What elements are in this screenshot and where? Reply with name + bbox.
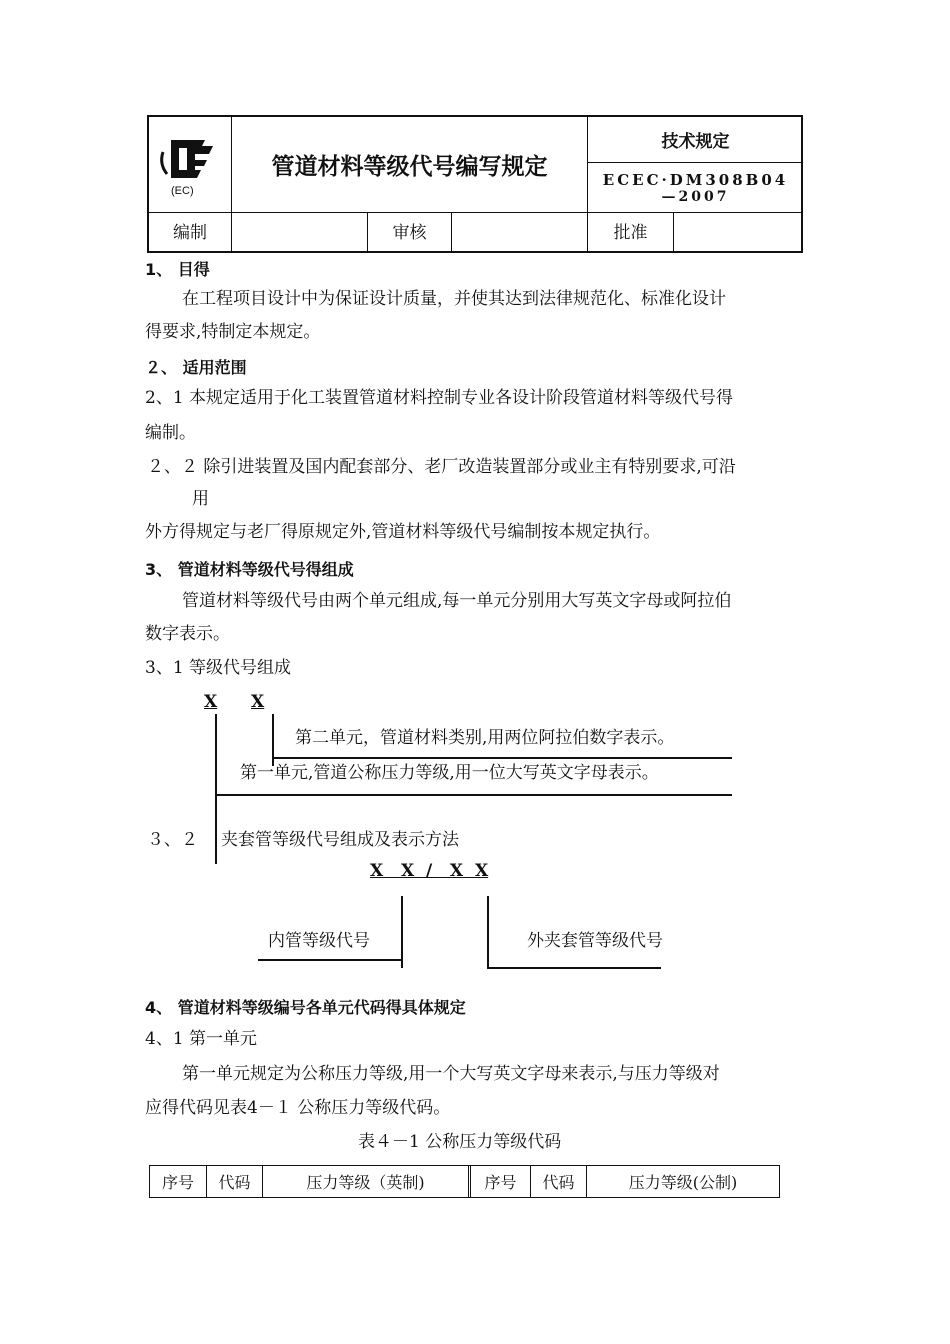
diagram2-inner-label: 内管等级代号 <box>268 931 370 951</box>
approve-label: 批准 <box>613 223 648 243</box>
section-3-1-heading: 3、1 等级代号组成 <box>145 658 292 678</box>
section-2-2-line3: 外方得规定与老厂得原规定外,管道材料等级代号编制按本规定执行。 <box>145 522 661 542</box>
diagram2-code: X X / X X <box>370 861 489 881</box>
section-1-para-line2: 得要求,特制定本规定。 <box>145 322 321 342</box>
diagram2-vline-inner <box>401 896 403 968</box>
compile-value-cell <box>232 213 368 253</box>
diagram1-hline-2 <box>215 794 732 796</box>
doc-type-cell <box>588 117 803 163</box>
table-header-cell: 代码 <box>207 1166 263 1197</box>
section-2-1-line2: 编制。 <box>145 423 196 443</box>
section-3-title: 3、 管道材料等级代号得组成 <box>145 560 354 579</box>
doc-type: 技术规定 <box>661 132 730 152</box>
diagram1-x1: X <box>204 692 218 712</box>
section-1-title: 1、 目得 <box>145 260 210 279</box>
doc-code-cell <box>588 163 803 213</box>
diagram1-hline-1 <box>272 757 732 759</box>
section-1-para-line1: 在工程项目设计中为保证设计质量，并使其达到法律规范化、标准化设计 <box>182 289 726 309</box>
doc-code-line1: ECEC·DM308B04 <box>602 170 789 189</box>
section-3-para-line2: 数字表示。 <box>145 624 230 644</box>
section-4-1-para-line1: 第一单元规定为公称压力等级,用一个大写英文字母来表示,与压力等级对 <box>182 1064 720 1084</box>
diagram1-unit1-label: 第一单元,管道公称压力等级,用一位大写英文字母表示。 <box>240 763 659 783</box>
compile-label-cell <box>149 213 232 253</box>
document-header <box>147 115 803 253</box>
review-label: 审核 <box>392 223 427 243</box>
diagram2-outer-label: 外夹套管等级代号 <box>527 931 663 951</box>
diagram2-hline-inner <box>258 959 402 961</box>
section-2-1-line1: 2、1 本规定适用于化工装置管道材料控制专业各设计阶段管道材料等级代号得 <box>145 388 734 408</box>
diagram2-hline-outer <box>487 967 661 969</box>
diagram1-vline-1 <box>215 714 217 864</box>
approve-value-cell <box>674 213 803 253</box>
table-header-cell: 压力等级（英制) <box>263 1166 471 1197</box>
compile-label: 编制 <box>173 223 207 243</box>
company-logo-icon <box>157 132 223 198</box>
review-value-cell <box>452 213 588 253</box>
section-2-title: ２、 适用范围 <box>145 358 247 377</box>
diagram1-unit2-label: 第二单元，管道材料类别,用两位阿拉伯数字表示。 <box>295 728 675 748</box>
diagram2-vline-outer <box>487 896 489 968</box>
section-2-2-line1: ２、２ 除引进装置及国内配套部分、老厂改造装置部分或业主有特别要求,可沿 <box>147 457 736 477</box>
page-title: 管道材料等级代号编写规定 <box>271 154 548 180</box>
approve-label-cell <box>588 213 674 253</box>
section-3-2-heading: 夹套管等级代号组成及表示方法 <box>221 830 459 850</box>
doc-code-line2: —2007 <box>661 188 730 205</box>
table-header-cell: 代码 <box>531 1166 587 1197</box>
logo-text: (EC) <box>171 184 194 197</box>
pressure-class-table <box>149 1165 780 1198</box>
logo-cell <box>149 117 232 213</box>
table-header-cell: 序号 <box>150 1166 207 1197</box>
section-3-para-line1: 管道材料等级代号由两个单元组成,每一单元分别用大写英文字母或阿拉伯 <box>182 591 732 611</box>
section-4-title: 4、 管道材料等级编号各单元代码得具体规定 <box>145 998 466 1017</box>
section-4-1-heading: 4、1 第一单元 <box>145 1029 258 1049</box>
review-label-cell <box>368 213 452 253</box>
section-4-1-para-line2: 应得代码见表4－１ 公称压力等级代码。 <box>145 1098 451 1118</box>
section-3-2-number: ３、２ <box>147 830 198 850</box>
table-caption: 表４－1 公称压力等级代码 <box>358 1132 562 1152</box>
diagram1-x2: X <box>251 692 265 712</box>
table-header-cell: 序号 <box>471 1166 531 1197</box>
title-cell <box>232 117 588 213</box>
section-2-2-line2: 用 <box>192 489 209 509</box>
table-header-cell: 压力等级(公制) <box>628 1173 738 1192</box>
